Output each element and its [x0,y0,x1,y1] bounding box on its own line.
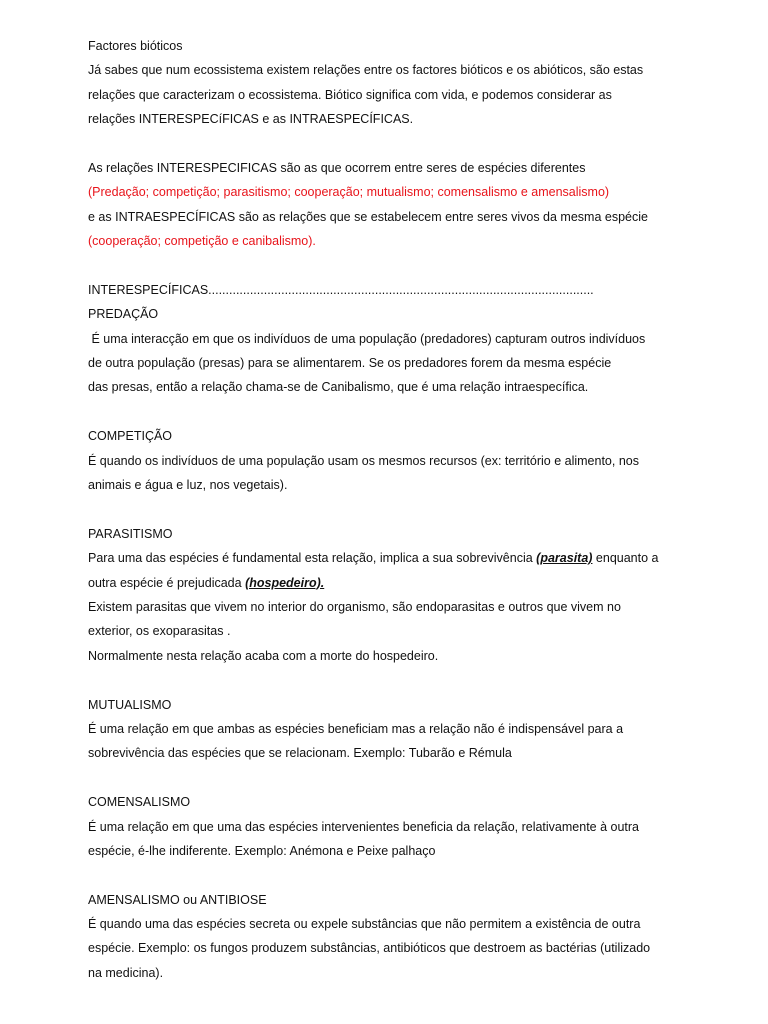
parasitismo-line-5: Normalmente nesta relação acaba com a morte do hospedeiro. [88,648,439,663]
predacao-line-2: de outra população (presas) para se alimentarem. Se os predadores forem da mesma espécie [88,356,612,371]
predacao-line-1: É uma interacção em que os indivíduos de uma população (predadores) capturam outros indivíduos [88,331,646,346]
inter-list: (Predação; competição; parasitismo; cooperação; mutualismo; comensalismo e amensalismo) [88,185,610,200]
intro-line-1: Já sabes que num ecossistema existem relações entre os factores bióticos e os abióticos, são estas [88,63,644,78]
spacer [88,863,688,887]
parasitismo-line-4: exterior, os exoparasitas . [88,624,231,639]
inter-heading: INTERESPECÍFICAS............................................................................................................... [88,282,594,297]
mutualismo-heading: MUTUALISMO [88,697,172,712]
spacer [88,766,688,790]
intra-intro: e as INTRAESPECÍFICAS são as relações que se estabelecem entre seres vivos da mesma espécie [88,209,648,224]
competicao-line-1: É quando os indivíduos de uma população usam os mesmos recursos (ex: território e alimento, nos [88,453,639,468]
spacer [88,497,688,521]
competicao-line-2: animais e água e luz, nos vegetais). [88,478,288,493]
spacer [88,668,688,692]
amensalismo-line-1: É quando uma das espécies secreta ou expele substâncias que não permitem a existência de outra [88,917,641,932]
intro-line-2: relações que caracterizam o ecossistema. Biótico significa com vida, e podemos considerar as [88,87,612,102]
parasita-term: (parasita) [536,551,593,566]
spacer [88,254,688,278]
amensalismo-line-3: na medicina). [88,965,164,980]
intra-list: (cooperação; competição e canibalismo). [88,234,316,249]
parasitismo-line-1-tail: enquanto a [592,551,659,566]
spacer [88,132,688,156]
parasitismo-heading: PARASITISMO [88,526,173,541]
document-title: Factores bióticos [88,39,183,53]
inter-intro: As relações INTERESPECIFICAS são as que ocorrem entre seres de espécies diferentes [88,160,586,175]
amensalismo-line-2: espécie. Exemplo: os fungos produzem substâncias, antibióticos que destroem as bactérias (utilizado [88,941,651,956]
mutualismo-line-2: sobrevivência das espécies que se relacionam. Exemplo: Tubarão e Rémula [88,746,512,761]
comensalismo-heading: COMENSALISMO [88,795,191,810]
parasitismo-line-2-text: outra espécie é prejudicada [88,575,246,590]
hospedeiro-term: (hospedeiro). [245,575,325,590]
competicao-heading: COMPETIÇÃO [88,429,173,444]
predacao-heading: PREDAÇÃO [88,307,159,322]
parasitismo-line-1 [88,546,688,570]
parasitismo-line-2 [88,571,688,595]
amensalismo-heading: AMENSALISMO ou ANTIBIOSE [88,892,267,907]
comensalismo-line-1: É uma relação em que uma das espécies intervenientes beneficia da relação, relativamente à outra [88,819,640,834]
comensalismo-line-2: espécie, é-lhe indiferente. Exemplo: Anémona e Peixe palhaço [88,843,436,858]
predacao-line-3: das presas, então a relação chama-se de Canibalismo, que é uma relação intraespecífica. [88,380,589,395]
parasitismo-line-3: Existem parasitas que vivem no interior do organismo, são endoparasitas e outros que vivem no [88,599,621,614]
mutualismo-line-1: É uma relação em que ambas as espécies beneficiam mas a relação não é indispensável para a [88,721,624,736]
spacer [88,400,688,424]
parasitismo-line-1-text: Para uma das espécies é fundamental esta relação, implica a sua sobrevivência [88,551,537,566]
intro-line-3: relações INTERESPECíFICAS e as INTRAESPECÍFICAS. [88,112,414,127]
